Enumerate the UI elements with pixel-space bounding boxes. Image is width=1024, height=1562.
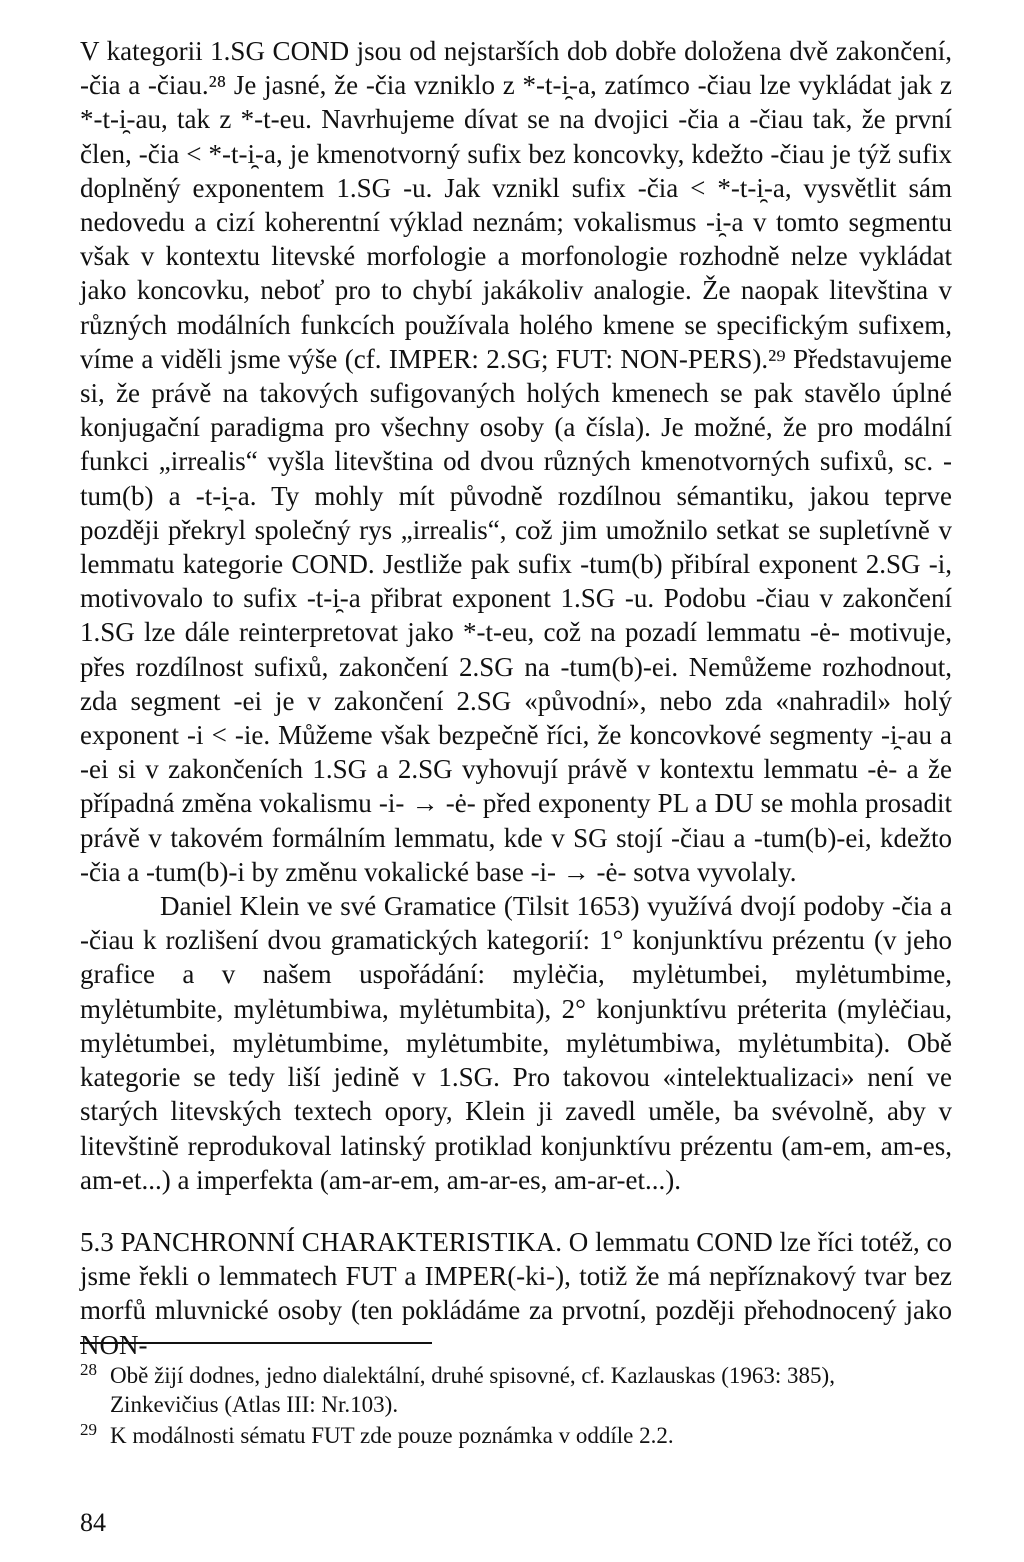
- footnote-29-text: K modálnosti sématu FUT zde pouze poznámka v oddíle 2.2.: [110, 1423, 674, 1448]
- page-number: 84: [80, 1508, 106, 1537]
- footnote-29: [80, 1416, 960, 1451]
- paragraph-1: V kategorii 1.SG COND jsou od nejstarších dob dobře doložena dvě zakončení, -čia a -čiau.²⁸ Je jasné, že -čia vzniklo z *-t-i̯-a, zatímco -čiau lze vykládat jak z *-t-i̯-au, tak z *-t-eu. Navrhujeme dívat se na dvojici -čia a -čiau tak, že první člen, -čia < *-t-i̯-a, je kmenotvorný sufix bez koncovky, kdežto -čiau je týž sufix doplněný exponentem 1.SG -u. Jak vznikl sufix -čia < *-t-i̯-a, vysvětlit sám nedovedu a cizí koherentní výklad neznám; vokalismus -i̯-a v tomto segmentu však v kontextu litevské morfologie a morfonologie rozhodně nelze vykládat jako koncovku, neboť pro to chybí jakákoliv analogie. Že naopak litevština v různých modálních funkcích používala holého kmene se specifickým sufixem, víme a viděli jsme výše (cf. IMPER: 2.SG; FUT: NON-PERS).²⁹ Představujeme si, že právě na takových sufigovaných holých kmenech se pak stavělo úplné konjugační paradigma pro všechny osoby (a čísla). Je možné, že pro modální funkci „irrealis“ vyšla litevština od dvou různých kmenotvorných sufixů, sc. -tum(b) a -t-i̯-a. Ty mohly mít původně rozdílnou sémantiku, jakou teprve později překryl společný rys „irrealis“, což jim umožnilo setkat se supletívně v lemmatu kategorie COND. Jestliže pak sufix -tum(b) přibíral exponent 2.SG -i, motivovalo to sufix -t-i̯-a přibrat exponent 1.SG -u. Podobu -čiau v zakončení 1.SG lze dále reinterpretovat jako *-t-eu, což na pozadí lemmatu -ė- motivuje, přes rozdílnost sufixů, zakončení 2.SG na -tum(b)-ei. Nemůžeme rozhodnout, zda segment -ei je v zakončení 2.SG «původní», nebo zda «nahradil» holý exponent -i < -ie. Můžeme však bezpečně říci, že koncovkové segmenty -i̯-au a -ei si v zakončeních 1.SG a 2.SG vyhovují právě v kontextu lemmatu -ė- a že případná změna vokalismu -i- → -ė- před exponenty PL a DU se mohla prosadit právě v takovém formálním lemmatu, kde v SG stojí -čiau a -tum(b)-ei, kdežto -čia a -tum(b)-i by změnu vokalické base -i- → -ė- sotva vyvolaly.: [80, 36, 952, 887]
- footnote-28-line-2: Zinkevičius (Atlas III: Nr.103).: [110, 1391, 399, 1417]
- footnote-28-mark: 28: [80, 1360, 97, 1379]
- paragraph-2: Daniel Klein ve své Gramatice (Tilsit 1653) využívá dvojí podoby -čia a -čiau k rozlišení dvou gramatických kategorií: 1° konjunktívu prézentu (v jeho grafice a v našem uspořádání: mylėčia, mylėtumbei, mylėtumbime, mylėtumbite, mylėtumbiwa, mylėtumbita), 2° konjunktívu préterita (mylėčiau, mylėtumbei, mylėtumbime, mylėtumbite, mylėtumbiwa, mylėtumbita). Obě kategorie se tedy liší jedině v 1.SG. Pro takovou «intelektualizaci» není ve starých litevských textech opory, Klein ji zavedl uměle, ba svévolně, aby v litevštině reprodukoval latinský protiklad konjunktívu prézentu (am-em, am-es, am-et...) a imperfekta (am-ar-em, am-ar-es, am-ar-et...).: [80, 891, 952, 1195]
- section-5-3: 5.3 PANCHRONNÍ CHARAKTERISTIKA. O lemmatu COND lze říci totéž, co jsme řekli o lemmatech FUT a IMPER(-ki-), totiž že má nepříznakový tvar bez morfů mluvnické osoby (ten pokládáme za prvotní, později přehodnocený jako NON-: [80, 1226, 952, 1360]
- main-text: [80, 34, 952, 1362]
- footnote-divider: [80, 1342, 432, 1344]
- footnote-28: [80, 1356, 960, 1419]
- footnote-28-line-1: Obě žijí dodnes, jedno dialektální, druhé spisovné, cf. Kazlauskas (1963: 385),: [110, 1363, 835, 1388]
- footnote-29-mark: 29: [80, 1420, 97, 1439]
